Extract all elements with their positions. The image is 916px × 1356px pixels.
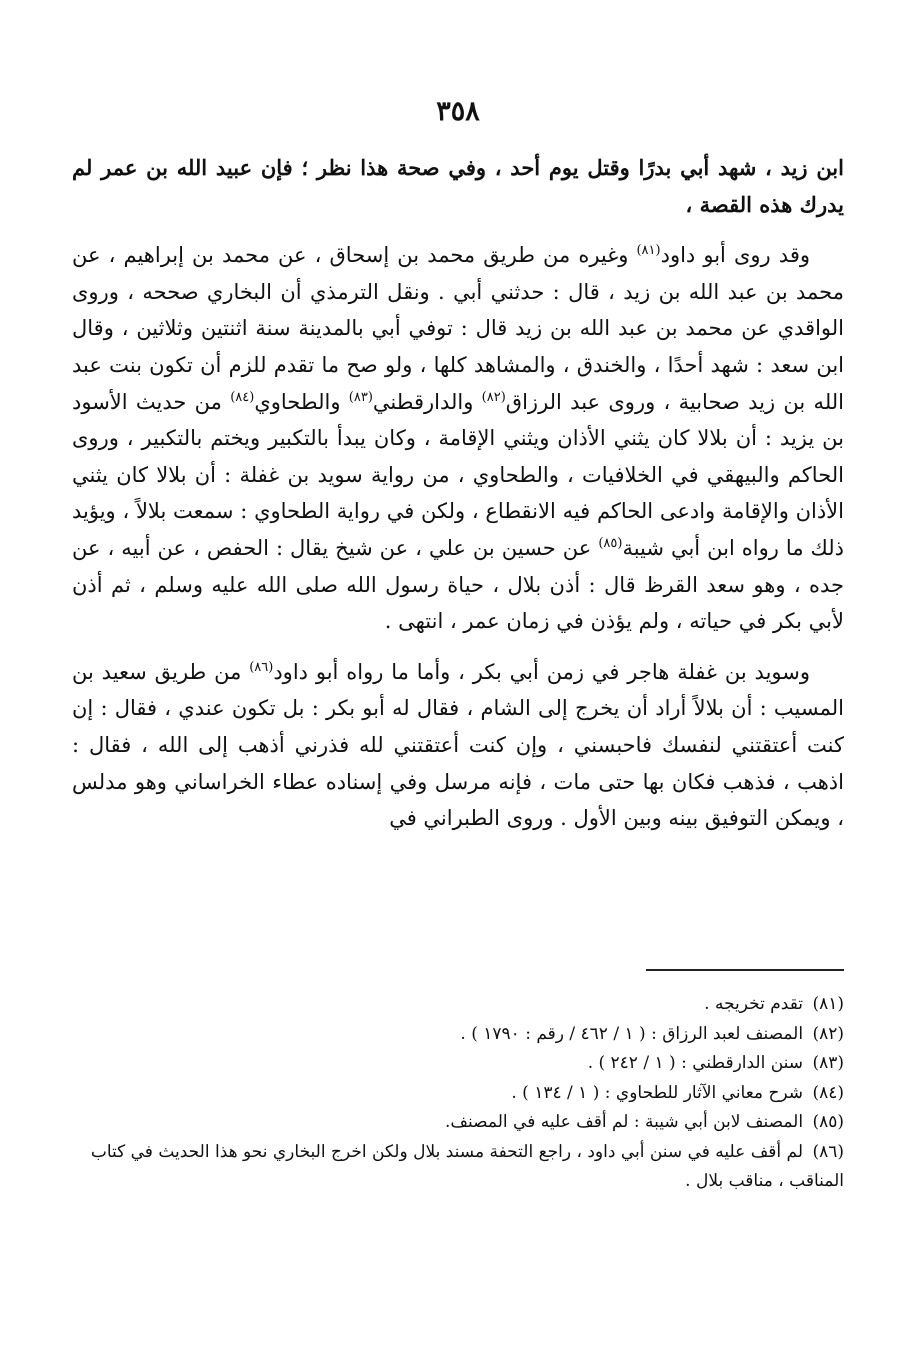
footnote-ref-85: (٨٥)	[598, 535, 623, 551]
page-number: ٣٥٨	[436, 96, 480, 127]
text-segment: وسويد بن غفلة هاجر في زمن أبي بكر ، وأما ما رواه أبو داود	[273, 659, 810, 684]
footnote-ref-81: (٨١)	[636, 243, 661, 259]
paragraph-1: ابن زيد ، شهد أبي بدرًا وقتل يوم أحد ، وفي صحة هذا نظر ؛ فإن عبيد الله بن عمر لم يدرك هذه القصة ،	[72, 155, 844, 217]
footnote-ref-84: (٨٤)	[230, 389, 255, 405]
footnote-number: (٨٣)	[812, 1053, 844, 1073]
text-segment: والدارقطني	[372, 389, 482, 414]
footnote-text: شرح معاني الآثار للطحاوي : ( ١ / ١٣٤ ) .	[511, 1082, 804, 1103]
paragraph-2	[72, 237, 844, 640]
footnote-84	[64, 1079, 844, 1109]
paragraph-3	[72, 654, 844, 837]
footnote-86	[64, 1138, 844, 1197]
footnote-text: المصنف لعبد الرزاق : ( ١ / ٤٦٢ / رقم : ١٧٩٠ ) .	[460, 1023, 804, 1044]
text-segment: وقد روى أبو داود	[660, 243, 810, 268]
footnote-number: (٨٦)	[812, 1141, 844, 1162]
main-text	[72, 150, 844, 837]
footnote-number: (٨٢)	[812, 1023, 844, 1044]
footnotes-list	[64, 990, 844, 1197]
text-segment: من طريق سعيد بن المسيب : أن بلالاً أراد أن يخرج إلى الشام ، فقال له أبو بكر : بل تكون عندي ، فقال : إن كنت أعتقتني لنفسك فاحبسني ، وإن كنت أعتقتني لله فذرني أذهب إلى الله ، فقال : اذهب ، فذهب فكان بها حتى مات ، فإنه مرسل وفي إسناده عطاء الخراساني وهو مدلس ، ويمكن التوفيق بينه وبين الأول . وروى الطبراني في	[72, 659, 844, 831]
text-segment: والطحاوي	[254, 389, 349, 414]
footnote-number: (٨١)	[812, 994, 844, 1014]
footnote-text: تقدم تخريجه .	[704, 994, 804, 1014]
footnote-ref-86: (٨٦)	[249, 659, 274, 675]
footnote-85	[64, 1108, 844, 1138]
footnote-text: لم أقف عليه في سنن أبي داود ، راجع التحفة مسند بلال ولكن اخرج البخاري نحو هذا الحديث في كتاب المناقب ، مناقب بلال .	[90, 1141, 844, 1191]
text-segment: من حديث الأسود بن يزيد : أن بلالا كان يثني الأذان ويثني الإقامة ، وكان يبدأ بالتكبير ويختم بالتكبير ، وروى الحاكم والبيهقي في الخلافيات ، والطحاوي ، من رواية سويد بن غفلة : أن بلالا كان يثني الأذان والإقامة وادعى الحاكم فيه الانقطاع ، ولكن في رواية الطحاوي : سمعت بلالاً ، ويؤيد ذلك ما رواه ابن أبي شيبة	[72, 389, 845, 560]
footnote-number: (٨٤)	[812, 1082, 844, 1103]
footnote-separator	[646, 969, 844, 971]
footnote-ref-83: (٨٣)	[348, 389, 373, 405]
footnote-83	[64, 1049, 844, 1079]
footnote-text: سنن الدارقطني : ( ١ / ٢٤٢ ) .	[587, 1053, 804, 1073]
text-segment: وغيره من طريق محمد بن إسحاق ، عن محمد بن إبراهيم ، عن محمد بن عبد الله بن زيد ، قال : حدثني أبي . ونقل الترمذي أن البخاري صححه ، وروى الواقدي عن محمد بن عبد الله بن زيد قال : توفي أبي بالمدينة سنة اثنتين وثلاثين ، وقال ابن سعد : شهد أحدًا ، والخندق ، والمشاهد كلها ، ولو صح ما تقدم للزم أن تكون بنت عبد الله بن زيد صحابية ، وروى عبد الرزاق	[72, 243, 844, 414]
footnote-ref-82: (٨٢)	[481, 389, 506, 405]
footnote-text: المصنف لابن أبي شيبة : لم أقف عليه في المصنف.	[445, 1112, 804, 1132]
text-segment: عن حسين بن علي ، عن شيخ يقال : الحفص ، عن أبيه ، عن جده ، وهو سعد القرظ قال : أذن بلال ، حياة رسول الله صلى الله عليه وسلم ، ثم أذن لأبي بكر في حياته ، ولم يؤذن في زمان عمر ، انتهى .	[72, 535, 844, 634]
footnote-number: (٨٥)	[812, 1112, 844, 1132]
footnote-81	[64, 990, 844, 1020]
footnote-82	[64, 1020, 844, 1050]
